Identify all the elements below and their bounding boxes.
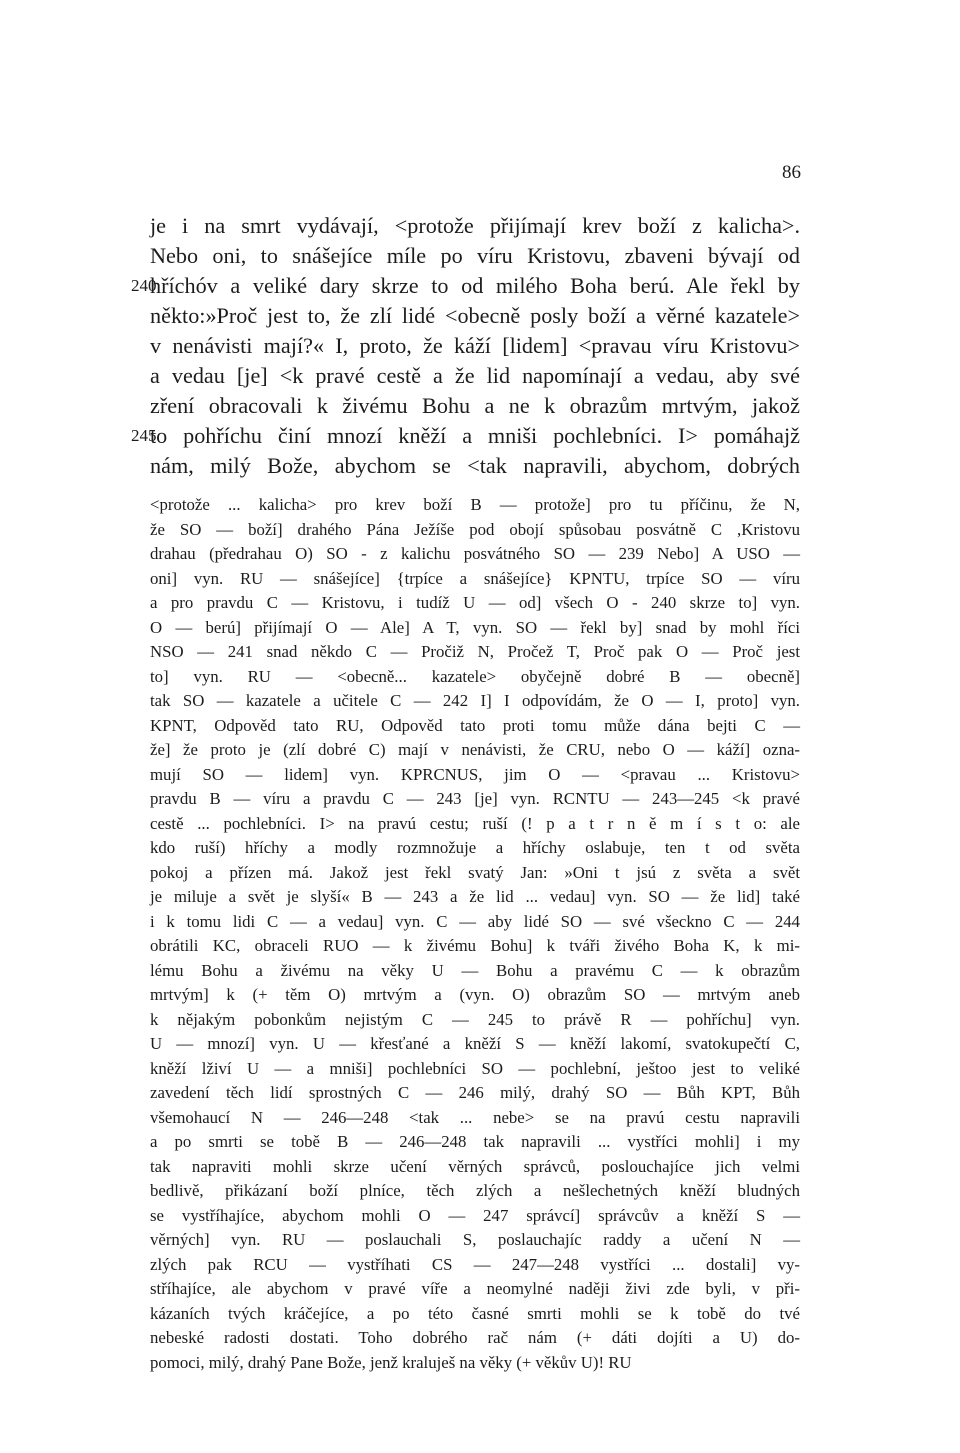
apparatus-line: stříhajíce, ale abychom v pravé víře a neomylné naději živi zde byli, v při-: [150, 1279, 800, 1298]
main-line-text: je i na smrt vydávají, <protože přijímají krev boží z kalicha>.: [150, 213, 800, 238]
apparatus-line: pravdu B — víru a pravdu C — 243 [je] vyn. RCNTU — 243—245 <k pravé: [150, 789, 800, 808]
apparatus-line: i k tomu lidi C — a vedau] vyn. C — aby lidé SO — své všeckno C — 244: [150, 911, 800, 931]
apparatus-line: pomoci, milý, drahý Pane Bože, jenž kraluješ na věky (+ věkův U)! RU: [150, 1352, 632, 1372]
main-line-text: to pohříchu činí mnozí kněží a mniši pochlebníci. I> pomáhajž: [150, 423, 800, 448]
main-line-text: někto:»Proč jest to, že zlí lidé <obecně posly boží a věrné kazatele>: [150, 303, 800, 328]
apparatus-line: U — mnozí] vyn. U — křesťané a kněží S — kněží lakomí, svatokupečtí C,: [150, 1034, 800, 1053]
apparatus-line: kněží lživí U — a mniši] pochlebníci SO — pochlební, ještoo jest to veliké: [150, 1058, 800, 1078]
apparatus-line: O — berú] přijímají O — Ale] A T, vyn. SO — řekl by] snad by mohl říci: [150, 617, 800, 637]
apparatus-line: <protože ... kalicha> pro krev boží B — protože] pro tu příčinu, že N,: [150, 495, 800, 514]
apparatus-line: obrátili KC, obraceli RUO — k živému Bohu] k tváři živého Boha K, k mi-: [150, 936, 800, 955]
apparatus-line: k nějakým pobonkům nejistým C — 245 to právě R — pohříchu] vyn.: [150, 1009, 800, 1029]
apparatus-line: mrtvým] k (+ těm O) mrtvým a (vyn. O) obrazům SO — mrtvým aneb: [150, 985, 800, 1004]
apparatus-line: nebeské radosti dostati. Toho dobrého rač nám (+ dáti dojíti a U) do-: [150, 1328, 800, 1347]
main-line-text: Nebo oni, to snášejíce míle po víru Kristovu, zbaveni bývají od: [150, 243, 800, 268]
main-line: [150, 301, 800, 331]
apparatus-line: a pro pravdu C — Kristovu, i tudíž U — od] všech O - 240 skrze to] vyn.: [150, 593, 800, 612]
apparatus-line: kázaních tvých kráčejíce, a po této časné smrti mohli se k tobě do tvé: [150, 1303, 800, 1323]
main-line: [150, 211, 800, 241]
apparatus-line: že SO — boží] drahého Pána Ježíše pod obojí spůsobau posvátně C ,Kristovu: [150, 519, 800, 539]
apparatus-line: a po smrti se tobě B — 246—248 tak napravili ... vystříci mohli] i my: [150, 1132, 800, 1151]
apparatus-line: kdo ruší) hříchy a modly rozmnožuje a hříchy oslabuje, ten t od světa: [150, 838, 800, 857]
main-line: [150, 361, 800, 391]
main-text: [131, 211, 800, 481]
apparatus-line: cestě ... pochlebníci. I> na pravú cestu; ruší (! p a t r n ě m í s t o: ale: [150, 813, 800, 833]
main-line: [131, 421, 800, 451]
main-line-text: nám, milý Bože, abychom se <tak napravili, abychom, dobrých: [150, 453, 800, 478]
main-line-text: v nenávisti mají?« I, proto, že káží [lidem] <pravau víru Kristovu>: [150, 333, 800, 358]
main-line: [150, 451, 800, 481]
apparatus-line: věrných] vyn. RU — poslauchali S, poslauchajíc raddy a učení N —: [150, 1230, 800, 1249]
apparatus-line: bedlivě, přikázaní boží plníce, těch zlých a nešlechetných kněží bludných: [150, 1181, 800, 1200]
apparatus-line: oni] vyn. RU — snášejíce] {trpíce a snášejíce} KPNTU, trpíce SO — víru: [150, 568, 800, 588]
line-number: 240: [131, 276, 157, 295]
main-line-text: zření obracovali k živému Bohu a ne k obrazům mrtvým, jakož: [150, 393, 800, 418]
apparatus-line: NSO — 241 snad někdo C — Pročiž N, Pročež T, Proč pak O — Proč jest: [150, 642, 800, 661]
main-line: [150, 391, 800, 421]
apparatus-line: drahau (předrahau O) SO - z kalichu posvátného SO — 239 Nebo] A USO —: [150, 544, 800, 563]
critical-apparatus: [150, 493, 800, 1375]
apparatus-line: zavedení těch lidí sprostných C — 246 milý, drahý SO — Bůh KPT, Bůh: [150, 1083, 800, 1102]
main-line: [150, 241, 800, 271]
apparatus-line: tak napraviti mohli skrze učení věrných správců, poslouchajíce jich velmi: [150, 1156, 800, 1176]
apparatus-line: zlých pak RCU — vystříhati CS — 247—248 vystříci ... dostali] vy-: [150, 1254, 800, 1274]
apparatus-line: lému Bohu a živému na věky U — Bohu a pravému C — k obrazům: [150, 960, 800, 980]
apparatus-line: pokoj a přízen má. Jakož jest řekl svatý Jan: »Oni t jsú z světa a svět: [150, 862, 800, 882]
apparatus-line: to] vyn. RU — <obecně... kazatele> obyčejně dobré B — obecně]: [150, 666, 800, 686]
page-number: 86: [782, 162, 801, 183]
apparatus-line: všemohaucí N — 246—248 <tak ... nebe> se na pravú cestu napravili: [150, 1107, 800, 1127]
main-line: [150, 331, 800, 361]
apparatus-line: KPNT, Odpověd tato RU, Odpověd tato proti tomu může dána bejti C —: [150, 715, 800, 735]
main-line: [131, 271, 800, 301]
line-number: 245: [131, 426, 157, 445]
apparatus-line: mují SO — lidem] vyn. KPRCNUS, jim O — <pravau ... Kristovu>: [150, 764, 800, 784]
main-line-text: hříchóv a veliké dary skrze to od milého Boha berú. Ale řekl by: [150, 273, 800, 298]
separator-rule: [150, 483, 800, 484]
apparatus-line: že] že proto je (zlí dobré C) mají v nenávisti, že CRU, nebo O — káží] ozna-: [150, 740, 800, 759]
apparatus-line: se vystříhajíce, abychom mohli O — 247 správcí] správcův a kněží S —: [150, 1205, 800, 1225]
apparatus-line: tak SO — kazatele a učitele C — 242 I] I odpovídám, že O — I, proto] vyn.: [150, 691, 800, 710]
apparatus-line: je miluje a svět je slyší« B — 243 a že lid ... vedau] vyn. SO — že lid] také: [150, 887, 800, 906]
main-line-text: a vedau [je] <k pravé cestě a že lid napomínají a vedau, aby své: [150, 363, 800, 388]
